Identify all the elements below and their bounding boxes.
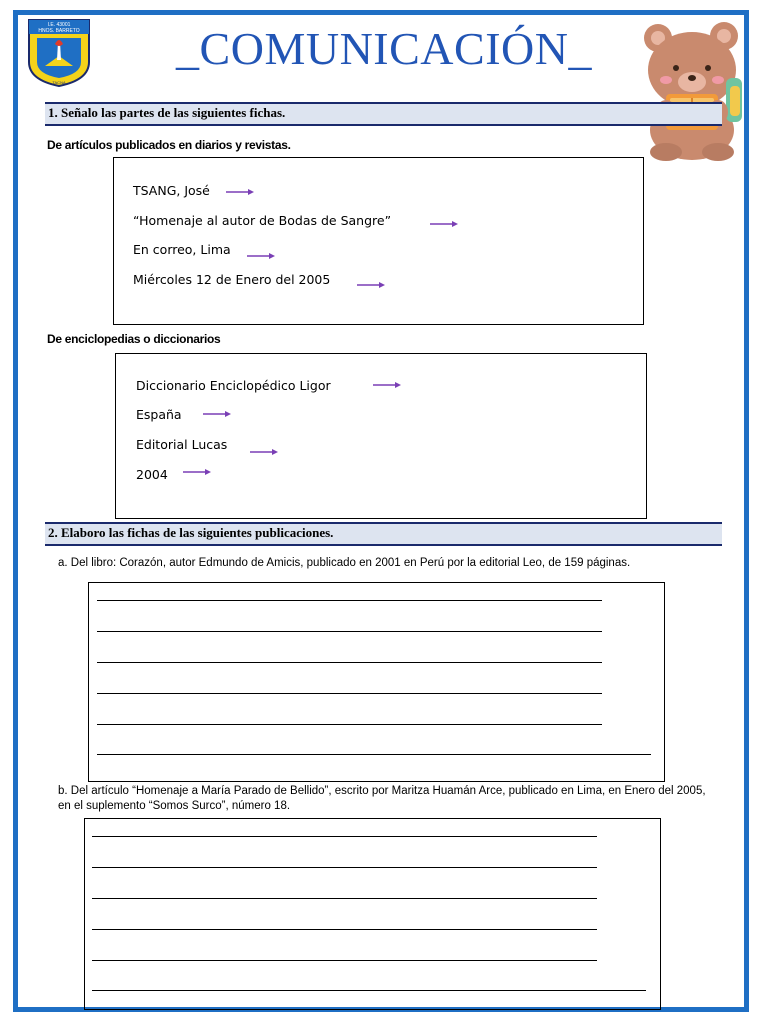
arrow-icon: [183, 468, 211, 476]
item-a-answer-line[interactable]: [97, 662, 602, 663]
encyclopedias-ficha-box: [115, 353, 647, 519]
arrow-icon: [250, 448, 278, 456]
arrow-icon: [373, 381, 401, 389]
logo-text-line-2: HNOS. BARRETO: [38, 28, 80, 34]
articles-line-newspaper: En correo, Lima: [133, 242, 231, 257]
item-a-answer-line[interactable]: [97, 600, 602, 601]
item-a-answer-line[interactable]: [97, 754, 651, 755]
encyclopedias-line-publisher: Editorial Lucas: [136, 437, 228, 452]
logo-text-line-1: I.E. 43001: [47, 22, 71, 28]
articles-subtitle: De artículos publicados en diarios y revistas.: [47, 138, 291, 152]
articles-line-date: Miércoles 12 de Enero del 2005: [133, 272, 331, 287]
item-a-instruction: a. Del libro: Corazón, autor Edmundo de Amicis, publicado en 2001 en Perú por la editorial Leo, de 159 páginas.: [58, 557, 631, 569]
item-a-answer-box: [88, 582, 665, 782]
item-b-answer-line[interactable]: [92, 867, 597, 868]
encyclopedias-line-country: España: [136, 407, 182, 422]
page-title: _COMUNICACIÓN_: [176, 23, 592, 74]
item-a-answer-line[interactable]: [97, 724, 602, 725]
encyclopedias-line-year: 2004: [136, 467, 168, 482]
item-b-answer-line[interactable]: [92, 990, 646, 991]
section-2-header: [45, 522, 722, 546]
arrow-icon: [203, 410, 231, 418]
item-b-answer-box: [84, 818, 661, 1010]
articles-line-author: TSANG, José: [133, 183, 210, 198]
arrow-icon: [357, 281, 385, 289]
item-a-answer-line[interactable]: [97, 631, 602, 632]
encyclopedias-subtitle: De enciclopedias o diccionarios: [47, 332, 221, 346]
articles-ficha-box: [113, 157, 644, 325]
item-b-answer-line[interactable]: [92, 836, 597, 837]
section-1-header: [45, 102, 722, 126]
arrow-icon: [247, 252, 275, 260]
item-b-answer-line[interactable]: [92, 929, 597, 930]
item-b-answer-line[interactable]: [92, 960, 597, 961]
logo-text-line-3: TACNA: [52, 80, 66, 85]
item-a-answer-line[interactable]: [97, 693, 602, 694]
encyclopedias-line-title: Diccionario Enciclopédico Ligor: [136, 378, 331, 393]
arrow-icon: [430, 220, 458, 228]
section-2-heading: 2. Elaboro las fichas de las siguientes publicaciones.: [48, 525, 334, 540]
arrow-icon: [226, 188, 254, 196]
item-b-answer-line[interactable]: [92, 898, 597, 899]
articles-line-title: “Homenaje al autor de Bodas de Sangre”: [133, 213, 392, 228]
section-1-heading: 1. Señalo las partes de las siguientes fichas.: [48, 105, 286, 120]
teddy-bear-reading-icon: [636, 12, 748, 162]
item-b-instruction: b. Del artículo “Homenaje a María Parado de Bellido”, escrito por Maritza Huamán Arce, publicado en Lima, en Enero del 2005, en el suplemento “Somos Surco”, número 18.: [58, 785, 706, 812]
